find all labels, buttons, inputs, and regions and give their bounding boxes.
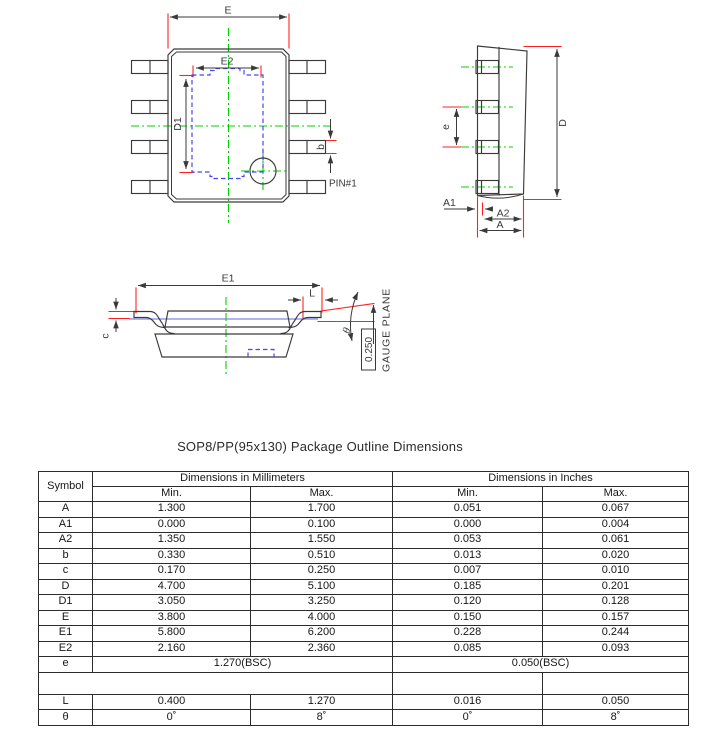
table-cell: 4.700 (93, 579, 251, 595)
table-cell: 0.061 (543, 533, 689, 549)
table-cell: A2 (39, 533, 93, 549)
package-body-front (134, 311, 321, 357)
dim-label-c: c (99, 333, 112, 339)
front-view (100, 273, 393, 375)
dimensions-table (38, 471, 689, 726)
table-cell: E2 (39, 641, 93, 657)
table-cell: 0.013 (393, 548, 543, 564)
table-cell: 6.200 (251, 626, 393, 642)
dim-label-e: E (224, 4, 232, 17)
table-cell: 0.244 (543, 626, 689, 642)
table-row (39, 502, 689, 518)
table-cell: 0.004 (543, 517, 689, 533)
table-cell: 2.360 (251, 641, 393, 657)
table-row (39, 533, 689, 549)
front-view-dimension-lines (116, 286, 374, 345)
dim-label-l: L (309, 287, 315, 300)
table-cell: 0.330 (93, 548, 251, 564)
dim-label-d1: D1 (172, 117, 184, 131)
mm-min-header: Min. (93, 487, 251, 502)
table-row (39, 710, 689, 726)
spacer-row (39, 672, 689, 694)
table-cell: A1 (39, 517, 93, 533)
table-cell: 1.700 (251, 502, 393, 518)
table-cell: 0.000 (93, 517, 251, 533)
table-cell: 0.120 (393, 595, 543, 611)
table-row (39, 517, 689, 533)
table-cell: 0.093 (543, 641, 689, 657)
dim-label-a: A (496, 219, 504, 231)
table-cell: 0.100 (251, 517, 393, 533)
table-row (39, 626, 689, 642)
dim-label-a1: A1 (443, 197, 456, 209)
table-row (39, 641, 689, 657)
table-row-e (39, 657, 689, 673)
left-pins (132, 61, 169, 194)
table-row (39, 694, 689, 710)
table-cell: 8˚ (251, 710, 393, 726)
table-cell-mm-span: 1.270(BSC) (93, 657, 393, 673)
table-cell: 0.067 (543, 502, 689, 518)
bottom-pad-notch (248, 350, 274, 358)
table-cell: 4.000 (251, 610, 393, 626)
table-cell: 0.400 (93, 694, 251, 710)
table-cell: 3.250 (251, 595, 393, 611)
table-cell: 1.550 (251, 533, 393, 549)
side-pins (476, 61, 499, 194)
table-cell: 1.300 (93, 502, 251, 518)
table-cell: A (39, 502, 93, 518)
table-cell: E1 (39, 626, 93, 642)
table-cell: 0.128 (543, 595, 689, 611)
mm-max-header: Max. (251, 487, 393, 502)
table-cell: e (39, 657, 93, 673)
spacer-cell (39, 672, 393, 694)
table-cell: 0.510 (251, 548, 393, 564)
table-cell: 1.350 (93, 533, 251, 549)
in-max-header: Max. (543, 487, 689, 502)
side-view-dimension-lines (444, 49, 557, 231)
dim-label-b: b (315, 144, 327, 150)
right-pins (289, 61, 326, 194)
symbol-header: Symbol (39, 472, 93, 502)
dim-label-a2: A2 (496, 207, 510, 220)
table-cell: 0.201 (543, 579, 689, 595)
table-cell: θ (39, 710, 93, 726)
side-view (440, 46, 569, 237)
mm-group-header: Dimensions in Millimeters (93, 472, 393, 487)
gauge-value-label: 0.250 (364, 336, 375, 363)
side-view-center-lines (461, 67, 513, 187)
table-cell: 0.185 (393, 579, 543, 595)
table-cell: 3.800 (93, 610, 251, 626)
page-title: SOP8/PP(95x130) Package Outline Dimensions (177, 439, 463, 454)
table-cell: D1 (39, 595, 93, 611)
spacer-cell (543, 672, 689, 694)
spacer-cell (393, 672, 543, 694)
table-cell: 0.250 (251, 564, 393, 580)
table-row (39, 564, 689, 580)
dim-label-e-pitch: e (440, 124, 452, 130)
exposed-pad-outline (192, 69, 263, 179)
dim-label-e2: E2 (220, 55, 234, 68)
table-cell: 2.160 (93, 641, 251, 657)
table-cell: b (39, 548, 93, 564)
table-cell: 0.170 (93, 564, 251, 580)
top-view (131, 5, 357, 224)
package-body-side (478, 46, 528, 198)
table-cell: 0.228 (393, 626, 543, 642)
table-cell: 0.007 (393, 564, 543, 580)
table-cell: 0.050 (543, 694, 689, 710)
top-view-red-reference-lines (168, 14, 336, 173)
table-cell: 3.050 (93, 595, 251, 611)
table-row (39, 579, 689, 595)
table-cell: D (39, 579, 93, 595)
table-cell: 1.270 (251, 694, 393, 710)
dim-label-theta: θ (340, 326, 354, 335)
table-row (39, 610, 689, 626)
table-cell: 0.051 (393, 502, 543, 518)
table-cell: 0.085 (393, 641, 543, 657)
in-min-header: Min. (393, 487, 543, 502)
table-cell: c (39, 564, 93, 580)
table-cell-in-span: 0.050(BSC) (393, 657, 689, 673)
table-cell: 0.016 (393, 694, 543, 710)
table-cell: 0˚ (393, 710, 543, 726)
table-cell: 0.150 (393, 610, 543, 626)
table-cell: 5.100 (251, 579, 393, 595)
table-cell: 0.000 (393, 517, 543, 533)
table-cell: E (39, 610, 93, 626)
pin1-label: PIN#1 (329, 178, 357, 190)
table-cell: 5.800 (93, 626, 251, 642)
table-cell: 8˚ (543, 710, 689, 726)
inches-group-header: Dimensions in Inches (393, 472, 689, 487)
front-view-red-reference-lines (109, 288, 374, 322)
table-cell: L (39, 694, 93, 710)
dim-label-d: D (557, 119, 569, 127)
table-row (39, 548, 689, 564)
table-cell: 0.157 (543, 610, 689, 626)
gauge-plane-label: GAUGE PLANE (380, 287, 393, 373)
table-cell: 0.053 (393, 533, 543, 549)
table-cell: 0˚ (93, 710, 251, 726)
dim-label-e1: E1 (221, 272, 235, 285)
table-cell: 0.020 (543, 548, 689, 564)
table-row (39, 595, 689, 611)
table-cell: 0.010 (543, 564, 689, 580)
